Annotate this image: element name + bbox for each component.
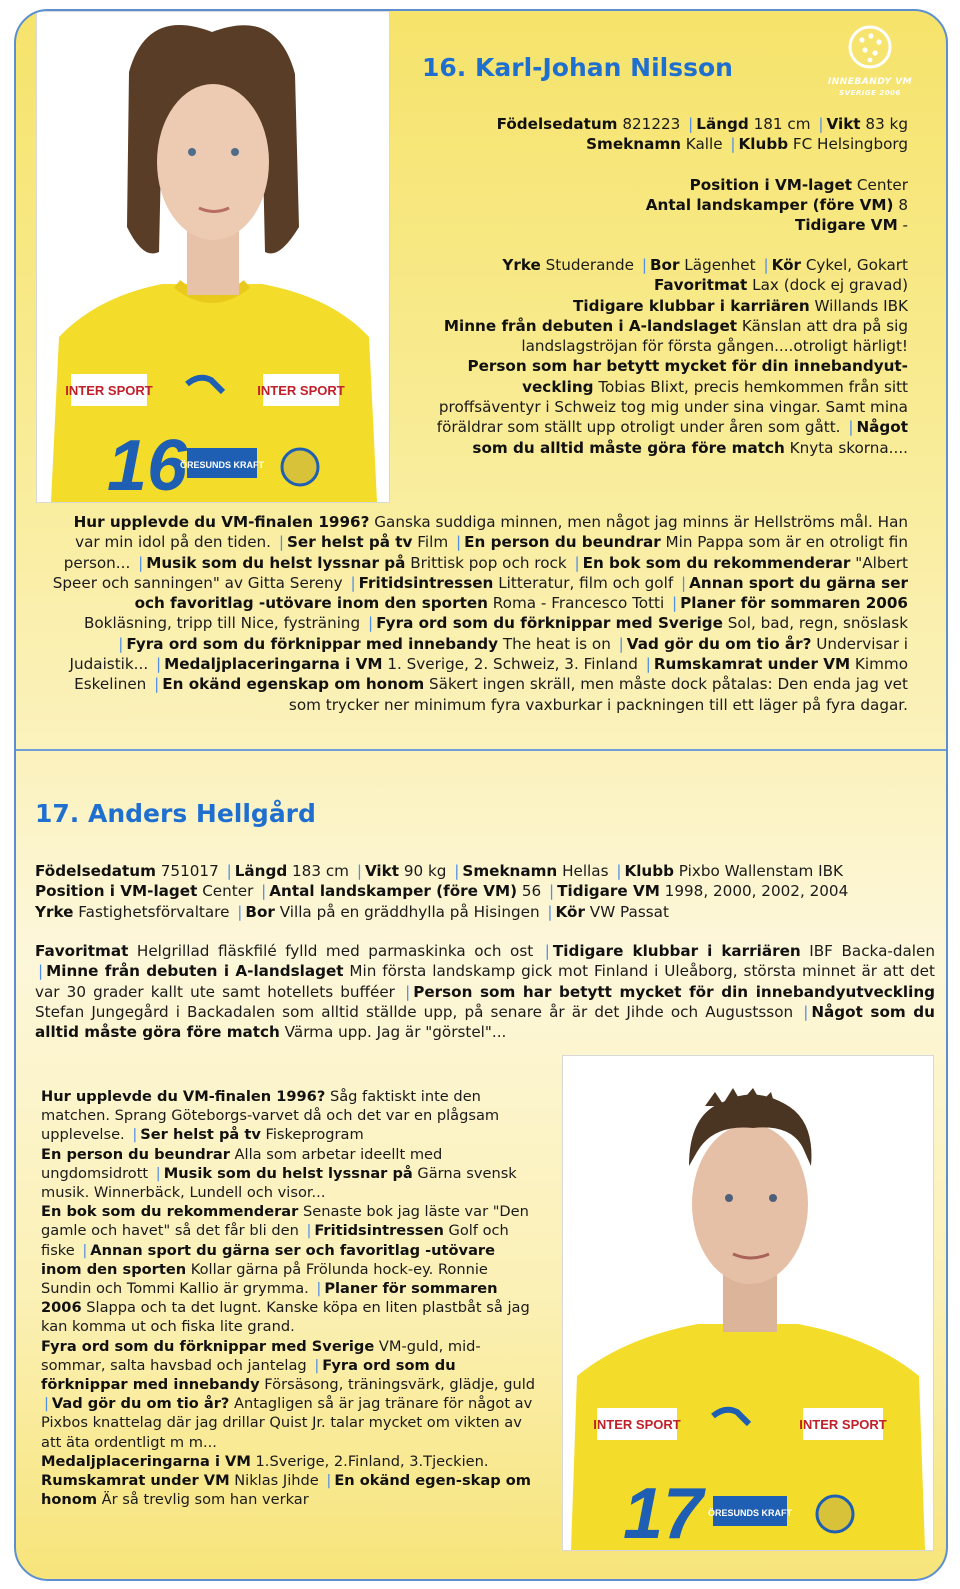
player-portrait-16 [37, 12, 389, 502]
player-photo-karl-johan [36, 11, 390, 503]
section-divider [16, 749, 946, 751]
event-logo [814, 23, 926, 103]
player-17-profile: Favoritmat Helgrillad fläskfilé fylld med parmaskinka och ost | Tidigare klubbar i karriären IBF Backa-dalen | Minne från debuten i A-landslaget Min första landskamp gick mot Finland i Uleåborg, största minnet är att det var 30 grader kallt ute samt hotellets bufféer | Person som har betytt mycket för din innebandyutveckling Stefan Jungegård i Backadalen som alltid ställde upp, på senare år är det Jihde och Augustsson | Något som du alltid måste göra före match Värma upp. Jag är "görstel"... [35, 942, 935, 1042]
player-17-title: 17. Anders Hellgård [35, 799, 316, 828]
sponsor-intersport-right: INTER SPORT [257, 383, 345, 398]
floorball-ball-icon [840, 23, 900, 71]
page-card [14, 9, 948, 1581]
jersey-number-17: 17 [623, 1474, 704, 1550]
sponsor-oresundskraft: ÖRESUNDS KRAFT [179, 460, 265, 470]
player-photo-anders [562, 1055, 934, 1551]
sponsor-intersport-left: INTER SPORT [65, 383, 153, 398]
player-portrait-17 [563, 1056, 933, 1550]
logo-subtitle: SVERIGE 2006 [839, 89, 901, 97]
sponsor-intersport-left-17: INTER SPORT [593, 1417, 681, 1432]
sponsor-oresundskraft-17: ÖRESUNDS KRAFT [707, 1508, 793, 1518]
sponsor-intersport-right-17: INTER SPORT [799, 1417, 887, 1432]
jersey-number: 16 [107, 426, 188, 502]
player-17-facts: Födelsedatum 751017 | Längd 183 cm | Vikt 90 kg | Smeknamn Hellas | Klubb Pixbo Wallenstam IBK Position i VM-laget Center | Antal landskamper (före VM) 56 | Tidigare VM 1998, 2000, 2002, 2004 Yrke Fastighetsförvaltare | Bor Villa på en gräddhylla på Hisingen | Kör VW Passat [35, 862, 849, 921]
player-16-profile: Yrke Studerande | Bor Lägenhet | Kör Cykel, Gokart Favoritmat Lax (dock ej gravad) Tidigare klubbar i karriären Willands IBK Minne från debuten i A-landslaget Känslan att dra på sig landslagströjan för första gången....otroligt härligt! Person som har betytt mycket för din innebandyut-veckling Tobias Blixt, precis hemkommen från sitt proffsäventyr i Schweiz tog mig under sina vingar. Samt mina föräldrar som ställt upp otroligt under åren som gått. | Något som du alltid måste göra före match Knyta skorna.... [436, 256, 908, 457]
player-16-title: 16. Karl-Johan Nilsson [422, 53, 733, 82]
player-16-facts: Födelsedatum 821223 | Längd 181 cm | Vikt 83 kg Smeknamn Kalle | Klubb FC Helsingborg Position i VM-laget Center Antal landskamper (före VM) 8 Tidigare VM - [496, 115, 908, 235]
player-16-interview: Hur upplevde du VM-finalen 1996? Ganska suddiga minnen, men något jag minns är Hellströms mål. Han var min idol på den tiden. | Ser helst på tv Film | En person du beundrar Min Pappa som är en otroligt fin person... | Musik som du helst lyssnar på Brittisk pop och rock | En bok som du rekommenderar "Albert Speer och sanningen" av Gitta Sereny | Fritidsintressen Litteratur, film och golf | Annan sport du gärna ser och favoritlag -utövare inom den sporten Roma - Francesco Totti | Planer för sommaren 2006 Bokläsning, tripp till Nice, fysträning | Fyra ord som du förknippar med Sverige Sol, bad, regn, snöslask | Fyra ord som du förknippar med innebandy The heat is on | Vad gör du om tio år? Undervisar i Judaistik... | Medaljplaceringarna i VM 1. Sverige, 2. Schweiz, 3. Finland | Rumskamrat under VM Kimmo Eskelinen | En okänd egenskap om honom Säkert ingen skräll, men måste dock påtalas: Den enda jag vet som trycker ner minimum fyra vaxburkar i packningen till ett läger på fyra dagar. [52, 513, 908, 714]
player-17-interview: Hur upplevde du VM-finalen 1996? Såg faktiskt inte den matchen. Sprang Göteborgs-varvet då och det var en plågsam upplevelse. | Ser helst på tv Fiskeprogram En person du beundrar Alla som arbetar ideellt med ungdomsidrott | Musik som du helst lyssnar på Gärna svensk musik. Winnerbäck, Lundell och visor... En bok som du rekommenderar Senaste bok jag läste var "Den gamle och havet" så det får bli den | Fritidsintressen Golf och fiske | Annan sport du gärna ser och favoritlag -utövare inom den sporten Kollar gärna på Frölunda hock-ey. Ronnie Sundin och Tommi Kallio är grymma. | Planer för sommaren 2006 Slappa och ta det lugnt. Kanske köpa en liten plastbåt så jag kan komma ut och fiska lite grand. Fyra ord som du förknippar med Sverige VM-guld, mid-sommar, salta havsbad och jantelag | Fyra ord som du förknippar med innebandy Försäsong, träningsvärk, glädje, guld | Vad gör du om tio år? Antagligen så är jag tränare för något av Pixbos knattelag där jag drillar Quist Jr. talar mycket om vikten av att äta ordentligt m m... Medaljplaceringarna i VM 1.Sverige, 2.Finland, 3.Tjeckien. Rumskamrat under VM Niklas Jihde | En okänd egen-skap om honom Är så trevlig som han verkar [41, 1088, 536, 1509]
logo-title: INNEBANDY VM [827, 77, 913, 87]
